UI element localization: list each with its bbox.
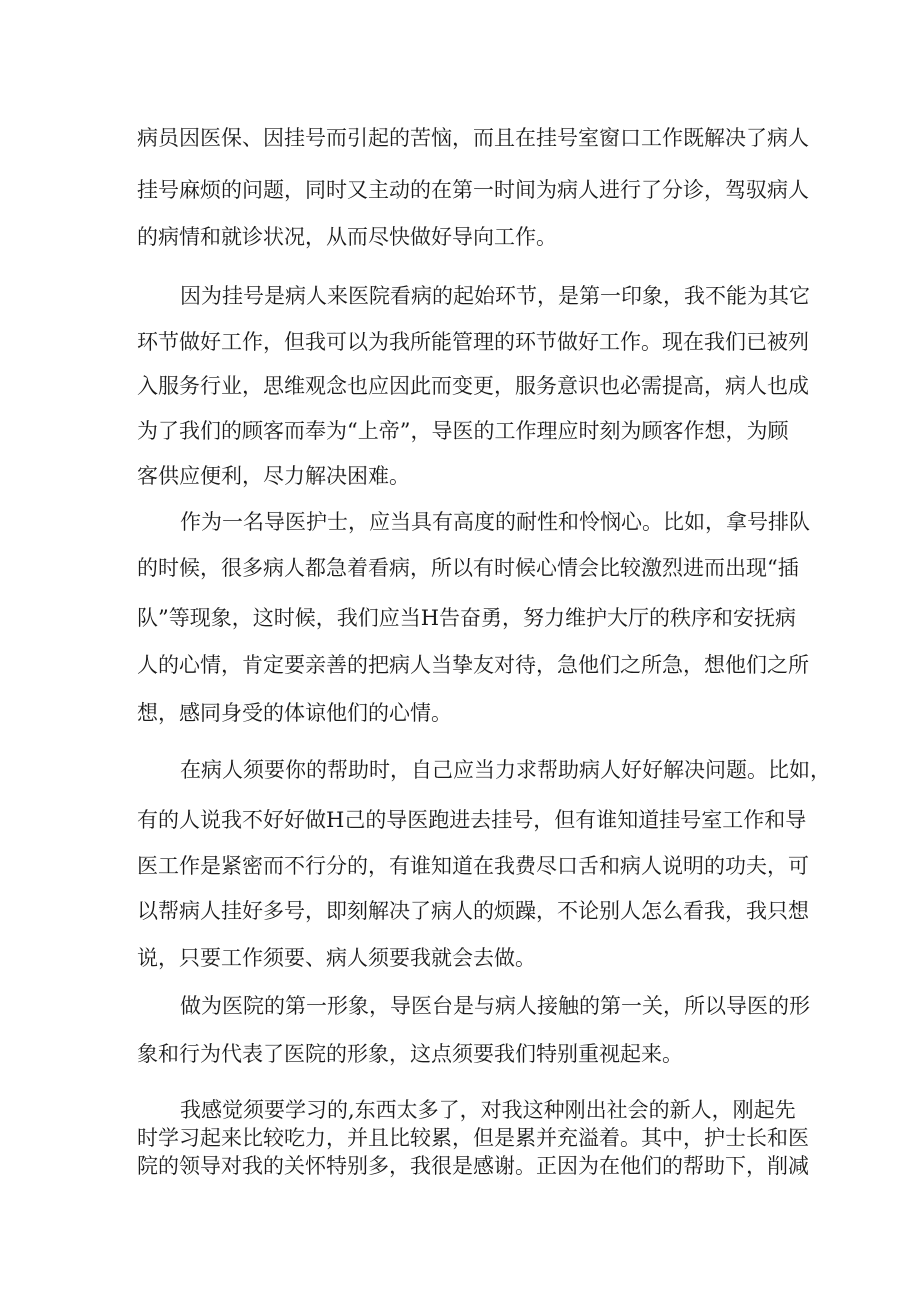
paragraph-line: 人的心情，肯定要亲善的把病人当挚友对待，急他们之所急，想他们之所	[137, 653, 809, 677]
paragraph-line: 队”等现象，这时候，我们应当H告奋勇，努力维护大厅的秩序和安抚病	[137, 606, 797, 630]
paragraph-line: 院的领导对我的关怀特别多，我很是感谢。正因为在他们的帮助下，削减	[137, 1154, 809, 1178]
paragraph-line: 客供应便利，尽力解决困难。	[137, 464, 410, 488]
paragraph-line: 在病人须要你的帮助时，自己应当力求帮助病人好好解决问题。比如，	[180, 758, 831, 782]
paragraph-line: 有的人说我不好好做H己的导医跑进去挂号，但有谁知道挂号室工作和导	[137, 808, 807, 832]
paragraph-line: 作为一名导医护士，应当具有高度的耐性和怜悯心。比如，拿号排队	[180, 510, 810, 534]
paragraph-line: 为了我们的顾客而奉为“上帝”，导医的工作理应时刻为顾客作想，为顾	[137, 419, 789, 443]
paragraph-line: 环节做好工作，但我可以为我所能管理的环节做好工作。现在我们已被列	[137, 330, 809, 354]
paragraph-line: 说，只要工作须要、病人须要我就会去做。	[137, 946, 536, 970]
paragraph-line: 病员因医保、因挂号而引起的苦恼，而且在挂号室窗口工作既解决了病人	[137, 126, 809, 150]
paragraph-line: 挂号麻烦的问题，同时又主动的在第一时间为病人进行了分诊，驾驭病人	[137, 178, 809, 202]
paragraph-line: 做为医院的第一形象，导医台是与病人接触的第一关，所以导医的形	[180, 994, 810, 1018]
paragraph-line: 我感觉须要学习的,东西太多了，对我这种刚出社会的新人，刚起先	[180, 1098, 796, 1122]
paragraph-line: 的时候，很多病人都急着看病，所以有时候心情会比较激烈进而出现“插	[137, 556, 799, 580]
paragraph-line: 的病情和就诊状况，从而尽快做好导向工作。	[137, 225, 557, 249]
paragraph-line: 以帮病人挂好多号，即刻解决了病人的烦躁，不论别人怎么看我，我只想	[137, 899, 809, 923]
paragraph-line: 想，感同身受的体谅他们的心情。	[137, 701, 452, 725]
paragraph-line: 入服务行业，思维观念也应因此而变更，服务意识也必需提高，病人也成	[137, 374, 809, 398]
paragraph-line: 时学习起来比较吃力，并且比较累，但是累并充溢着。其中，护士长和医	[137, 1126, 809, 1150]
paragraph-line: 象和行为代表了医院的形象，这点须要我们特别重视起来。	[137, 1042, 683, 1066]
paragraph-line: 医工作是紧密而不行分的，有谁知道在我费尽口舌和病人说明的功夫，可	[137, 854, 809, 878]
paragraph-line: 因为挂号是病人来医院看病的起始环节，是第一印象，我不能为其它	[180, 284, 810, 308]
